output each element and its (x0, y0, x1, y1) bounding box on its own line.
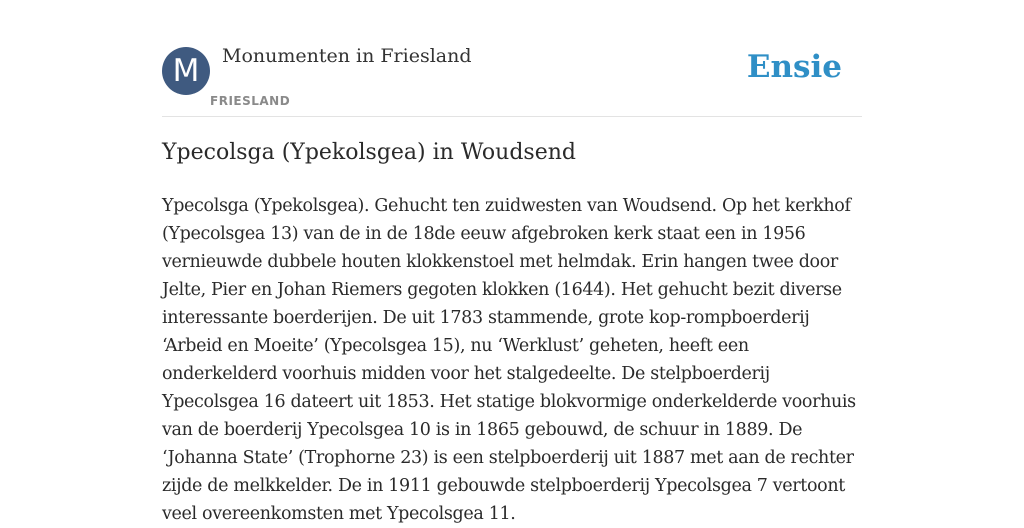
article-title: Ypecolsga (Ypekolsgea) in Woudsend (162, 140, 576, 165)
article-body: Ypecolsga (Ypekolsgea). Gehucht ten zuidwesten van Woudsend. Op het kerkhof (Ypecolsgea 13) van de in de 18de eeuw afgebroken kerk staat een in 1956 vernieuwde dubbele houten klokkenstoel met helmdak. Erin hangen twee door Jelte, Pier en Johan Riemers gegoten klokken (1644). Het gehucht bezit diverse interessante boerderijen. De uit 1783 stammende, grote kop-rompboerderij ‘Arbeid en Moeite’ (Ypecolsgea 15), nu ‘Werklust’ geheten, heeft een onderkelderd voorhuis midden voor het stalgedeelte. De stelpboerderij Ypecolsgea 16 dateert uit 1853. Het statige blokvormige onderkelderde voorhuis van de boerderij Ypecolsgea 10 is in 1865 gebouwd, de schuur in 1889. De ‘Johanna State’ (Trophorne 23) is een stelpboerderij uit 1887 met aan de rechter zijde de melkkelder. De in 1911 gebouwde stelpboerderij Ypecolsgea 7 vertoont veel overeenkomsten met Ypecolsgea 11. (162, 196, 856, 524)
avatar[interactable]: M (162, 47, 210, 95)
brand-logo[interactable]: Ensie (746, 49, 842, 85)
site-title-link[interactable]: Monumenten in Friesland (222, 45, 472, 67)
region-label[interactable]: FRIESLAND (210, 94, 291, 108)
header (162, 0, 862, 117)
